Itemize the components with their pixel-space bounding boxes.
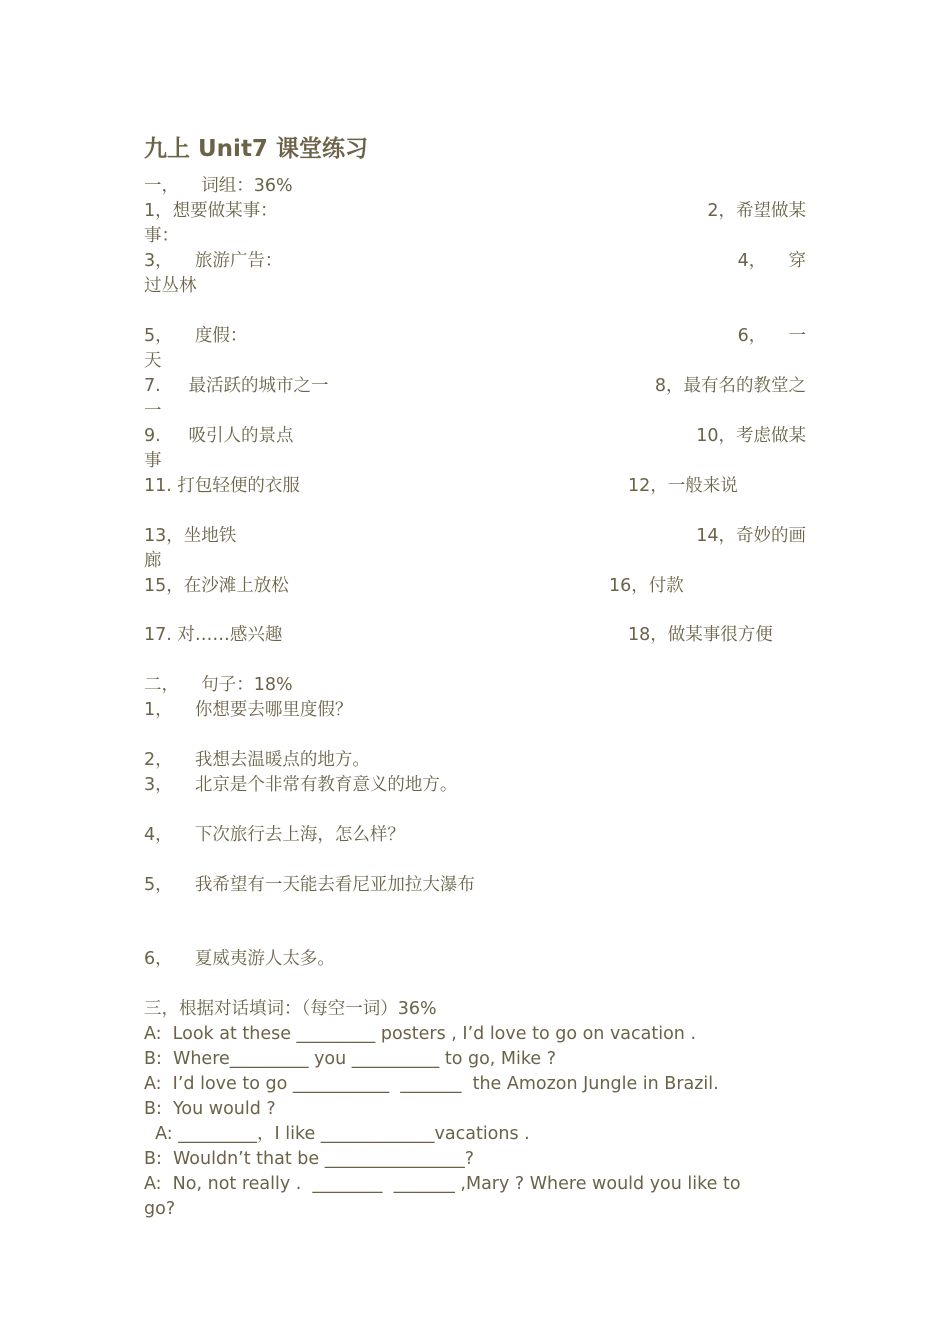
sentence-1: 1， 你想要去哪里度假？ [144, 700, 353, 720]
phrase-7: 7. 最活跃的城市之一 [144, 376, 329, 396]
sentence-3: 3， 北京是个非常有教育意义的地方。 [144, 775, 458, 795]
phrase-6-wrap: 天 [144, 351, 162, 371]
phrase-17: 17. 对……感兴趣 [144, 625, 283, 645]
dialogue-line-6: B: Wouldn’t that be ________________? [144, 1149, 474, 1169]
phrase-9: 9. 吸引人的景点 [144, 426, 294, 446]
page-title: 九上 Unit7 课堂练习 [144, 136, 368, 162]
phrase-4: 4， 穿 [737, 251, 806, 271]
phrase-11: 11. 打包轻便的衣服 [144, 476, 300, 496]
phrase-18: 18，做某事很方便 [628, 625, 773, 645]
section-3-heading: 三，根据对话填词：（每空一词）36% [144, 999, 437, 1019]
phrase-16: 16，付款 [609, 576, 684, 596]
phrase-3: 3， 旅游广告： [144, 251, 283, 271]
phrase-2: 2，希望做某 [707, 201, 806, 221]
dialogue-line-7: A: No, not really . ________ _______ ,Mary ? Where would you like to [144, 1174, 741, 1194]
section-2-heading: 二， 句子：18% [144, 675, 293, 695]
phrase-6: 6， 一 [737, 326, 806, 346]
phrase-1: 1，想要做某事： [144, 201, 278, 221]
phrase-10: 10，考虑做某 [696, 426, 806, 446]
sentence-6: 6， 夏威夷游人太多。 [144, 949, 335, 969]
sentence-5: 5， 我希望有一天能去看尼亚加拉大瀑布 [144, 875, 475, 895]
dialogue-line-1: A: Look at these _________ posters , I’d love to go on vacation . [144, 1024, 697, 1044]
phrase-5: 5， 度假： [144, 326, 248, 346]
phrase-15: 15，在沙滩上放松 [144, 576, 289, 596]
phrase-14: 14，奇妙的画 [696, 526, 806, 546]
phrase-2-wrap: 事： [144, 226, 179, 246]
section-1-heading: 一， 词组：36% [144, 176, 293, 196]
dialogue-line-4: B: You would ? [144, 1099, 276, 1119]
phrase-10-wrap: 事 [144, 451, 162, 471]
dialogue-line-2: B: Where_________ you __________ to go, Mike ? [144, 1049, 557, 1069]
phrase-4-wrap: 过丛林 [144, 276, 197, 296]
dialogue-line-5: A: _________，I like _____________vacations . [144, 1124, 530, 1144]
phrase-12: 12，一般来说 [628, 476, 738, 496]
sentence-4: 4， 下次旅行去上海，怎么样？ [144, 825, 405, 845]
dialogue-line-3: A: I’d love to go ___________ _______ the Amozon Jungle in Brazil. [144, 1074, 719, 1094]
sentence-2: 2， 我想去温暖点的地方。 [144, 750, 370, 770]
phrase-8: 8，最有名的教堂之 [654, 376, 806, 396]
dialogue-line-8: go? [144, 1199, 176, 1219]
phrase-8-wrap: 一 [144, 401, 162, 421]
phrase-14-wrap: 廊 [144, 551, 162, 571]
phrase-13: 13，坐地铁 [144, 526, 237, 546]
